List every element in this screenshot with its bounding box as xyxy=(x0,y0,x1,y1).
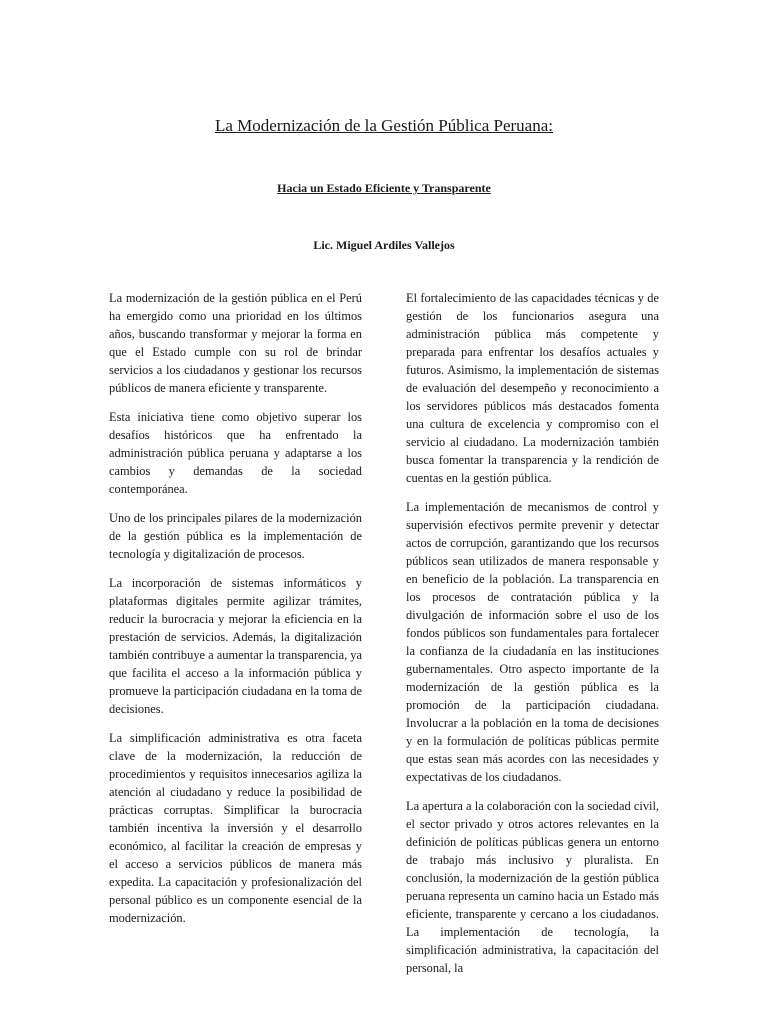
document-title: La Modernización de la Gestión Pública Peruana: xyxy=(215,116,553,135)
paragraph: La incorporación de sistemas informáticos y plataformas digitales permite agilizar trámites, reducir la burocracia y mejorar la eficiencia en la prestación de servicios. Además, la digitalización también contribuye a aumentar la transparencia, ya que facilita el acceso a la información pública y promueve la participación ciudadana en la toma de decisiones. xyxy=(109,576,362,716)
paragraph: La apertura a la colaboración con la sociedad civil, el sector privado y otros actores relevantes en la definición de políticas públicas genera un entorno de trabajo más inclusivo y pluralista. En conclusión, la modernización de la gestión pública peruana representa un camino hacia un Estado más eficiente, transparente y cercano a los ciudadanos. La implementación de tecnología, la simplificación administrativa, la capacitación del personal, la xyxy=(406,799,659,975)
left-column xyxy=(109,289,362,938)
paragraph: Uno de los principales pilares de la modernización de la gestión pública es la implementación de tecnología y digitalización de procesos. xyxy=(109,511,362,561)
paragraph: La implementación de mecanismos de control y supervisión efectivos permite prevenir y detectar actos de corrupción, garantizando que los recursos públicos sean utilizados de manera responsable y en beneficio de la población. La transparencia en los procesos de contratación pública y la divulgación de información sobre el uso de los fondos públicos son fundamentales para fortalecer la confianza de la ciudadanía en las instituciones gubernamentales. Otro aspecto importante de la modernización de la gestión pública es la promoción de la participación ciudadana. Involucrar a la población en la toma de decisiones y en la formulación de políticas públicas permite que estas sean más acordes con las necesidades y expectativas de los ciudadanos. xyxy=(406,500,659,784)
right-column xyxy=(406,289,659,975)
paragraph: Esta iniciativa tiene como objetivo superar los desafíos históricos que ha enfrentado la administración pública peruana y adaptarse a los cambios y demandas de la sociedad contemporánea. xyxy=(109,410,362,496)
paragraph: El fortalecimiento de las capacidades técnicas y de gestión de los funcionarios asegura una administración pública más competente y preparada para enfrentar los desafíos actuales y futuros. Asimismo, la implementación de sistemas de evaluación del desempeño y reconocimiento a los servidores públicos más destacados fomenta una cultura de excelencia y compromiso con el servicio al ciudadano. La modernización también busca fomentar la transparencia y la rendición de cuentas en la gestión pública. xyxy=(406,291,659,485)
document-subtitle: Hacia un Estado Eficiente y Transparente xyxy=(277,181,491,195)
document-author: Lic. Miguel Ardiles Vallejos xyxy=(313,238,455,252)
paragraph: La simplificación administrativa es otra faceta clave de la modernización, la reducción de procedimientos y requisitos innecesarios agiliza la atención al ciudadano y reduce la posibilidad de prácticas corruptas. Simplificar la burocracia también incentiva la inversión y el desarrollo económico, al facilitar la creación de empresas y el acceso a servicios públicos de manera más expedita. La capacitación y profesionalización del personal público es un componente esencial de la modernización. xyxy=(109,731,362,925)
paragraph: La modernización de la gestión pública en el Perú ha emergido como una prioridad en los últimos años, buscando transformar y mejorar la forma en que el Estado cumple con su rol de brindar servicios a los ciudadanos y gestionar los recursos públicos de manera eficiente y transparente. xyxy=(109,291,362,395)
